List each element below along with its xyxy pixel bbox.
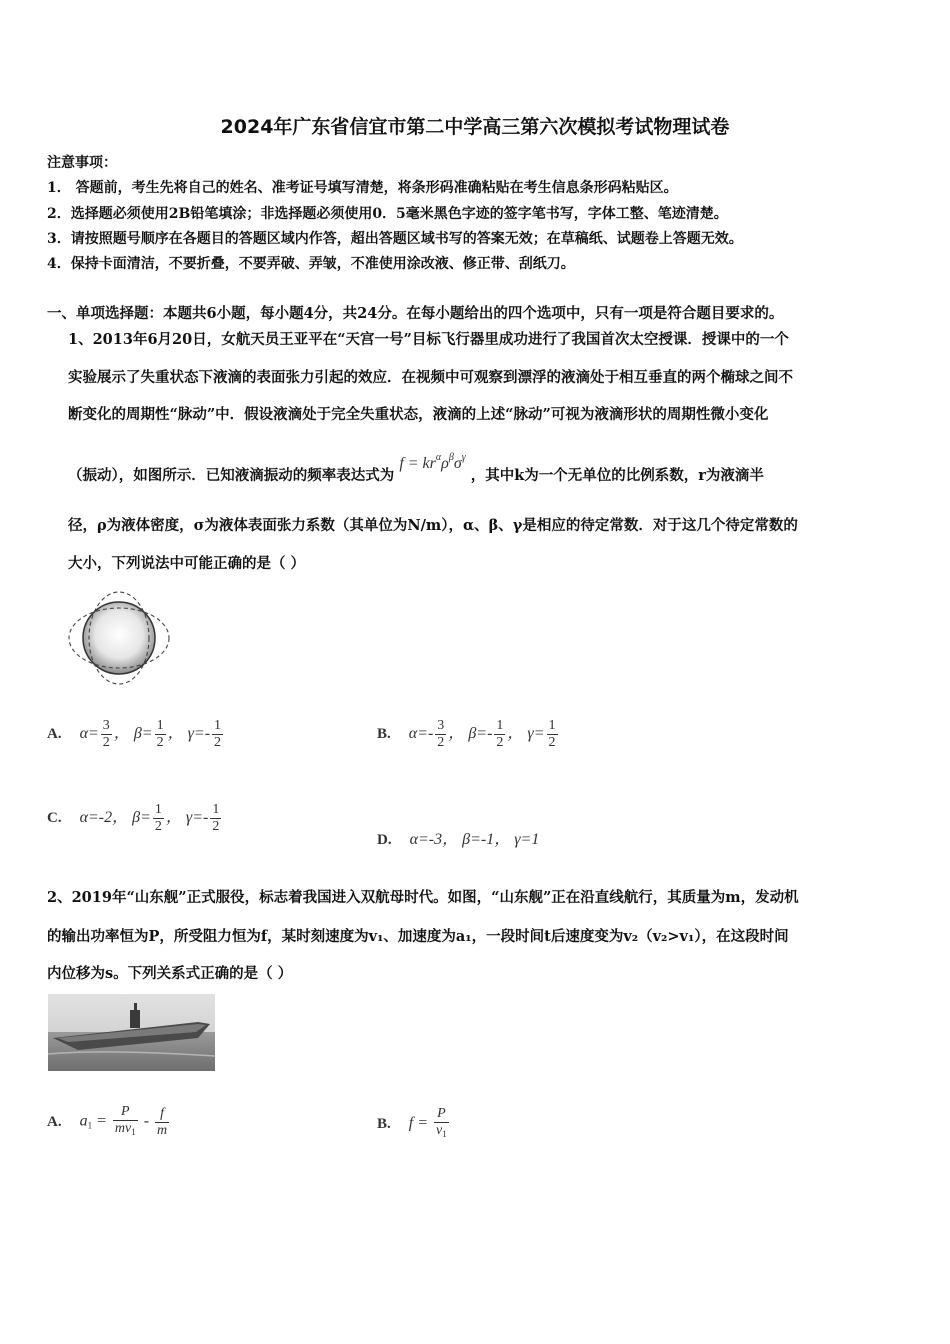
beta-expr: β=-1 xyxy=(462,831,495,848)
denominator: 2 xyxy=(548,735,556,750)
beta-expr: β=- xyxy=(468,725,493,743)
q1-line-4a: （振动），如图所示．已知液滴振动的频率表达式为 xyxy=(68,467,395,484)
q1-line-1: 1、2013年6月20日，女航天员王亚平在“天宫一号”目标飞行器里成功进行了我国首次太空授课．授课中的一个 xyxy=(68,331,789,348)
denominator: 2 xyxy=(154,819,162,834)
notice-item-4: 4．保持卡面清洁，不要折叠，不要弄破、弄皱，不准使用涂改液、修正带、刮纸刀。 xyxy=(47,256,575,272)
lhs-symbol: f xyxy=(408,1114,414,1132)
lhs-subscript: 1 xyxy=(87,1120,93,1131)
denominator: m xyxy=(157,1122,168,1138)
q1-option-d[interactable]: D. α=-3， β=-1， γ=1 xyxy=(377,831,540,848)
frequency-formula: $f = kr^\alpha\rho^\beta\sigma^\gamma$ xyxy=(399,452,466,472)
numerator: 1 xyxy=(154,802,162,817)
q1-line-3: 断变化的周期性“脉动”中．假设液滴处于完全失重状态，液滴的上述“脉动”可视为液滴形状的周期性微小变化 xyxy=(68,406,769,423)
notice-heading: 注意事项： xyxy=(47,155,117,171)
q2-line-1: 2、2019年“山东舰”正式服役，标志着我国进入双航母时代。如图，“山东舰”正在沿直线航行，其质量为m，发动机 xyxy=(47,889,799,906)
gamma-expr: γ=1 xyxy=(514,831,540,848)
option-label: A. xyxy=(47,1113,62,1130)
minus-sign: - xyxy=(143,1112,150,1130)
denominator: 2 xyxy=(212,819,220,834)
denominator: mv xyxy=(114,1121,132,1136)
denominator: 2 xyxy=(214,735,222,750)
q2-option-a[interactable] xyxy=(47,1104,171,1140)
gamma-expr: γ=- xyxy=(187,725,211,743)
alpha-expr: α=-2 xyxy=(79,809,113,827)
denominator: 2 xyxy=(156,735,164,750)
option-label: B. xyxy=(377,726,391,743)
numerator: 1 xyxy=(496,718,504,733)
q1-line-4b: ，其中k为一个无单位的比例系数，r为液滴半 xyxy=(470,467,764,484)
option-label: B. xyxy=(377,1115,391,1132)
denominator: 2 xyxy=(437,735,445,750)
q2-line-3: 内位移为s。下列关系式正确的是（ ） xyxy=(47,965,293,982)
numerator: P xyxy=(434,1106,449,1123)
q2-line-2: 的输出功率恒为P，所受阻力恒为f，某时刻速度为v₁、加速度为a₁，一段时间t后速度变为v₂（v₂>v₁），在这段时间 xyxy=(47,928,789,945)
q1-option-c[interactable]: C. α=-2， β= $\frac{1}{2}$ ， γ=- $\frac{1}{2}$ xyxy=(47,802,220,834)
q1-option-a[interactable]: A. α= $\frac{3}{2}$ ， β= $\frac{1}{2}$ ， γ=- $\frac{1}{2}$ xyxy=(47,718,222,750)
notice-item-1: 1． 答题前，考生先将自己的姓名、准考证号填写清楚，将条形码准确粘贴在考生信息条形码粘贴区。 xyxy=(47,180,678,196)
numerator: f xyxy=(155,1106,169,1123)
q1-option-b[interactable]: B. α=- $\frac{3}{2}$ ， β=- $\frac{1}{2}$ ， γ= $\frac{1}{2}$ xyxy=(377,718,556,750)
q1-line-5: 径，ρ为液体密度，σ为液体表面张力系数（其单位为N/m），α、β、γ是相应的待定常数．对于这几个待定常数的 xyxy=(68,517,798,534)
q1-line-6: 大小，下列说法中可能正确的是（ ） xyxy=(68,555,306,572)
option-label: A. xyxy=(47,726,62,743)
numerator: 3 xyxy=(437,718,445,733)
option-label: C. xyxy=(47,810,62,827)
equals-sign: = xyxy=(96,1112,107,1130)
alpha-expr: α=-3 xyxy=(409,831,443,848)
alpha-expr: α= xyxy=(79,725,99,743)
numerator: 1 xyxy=(156,718,164,733)
numerator: 1 xyxy=(212,802,220,817)
page-title: 2024年广东省信宜市第二中学高三第六次模拟考试物理试卷 xyxy=(220,116,730,138)
gamma-expr: γ=- xyxy=(185,809,209,827)
lhs-symbol: a xyxy=(79,1112,88,1130)
carrier-island xyxy=(130,1010,140,1028)
beta-expr: β= xyxy=(132,809,151,827)
formula-text: f = kr xyxy=(399,455,436,472)
q2-option-b[interactable] xyxy=(377,1106,451,1142)
denominator: 2 xyxy=(496,735,504,750)
denominator-subscript: 1 xyxy=(131,1127,136,1137)
numerator: P xyxy=(113,1104,138,1121)
equals-sign: = xyxy=(417,1114,429,1132)
denominator-subscript: 1 xyxy=(442,1129,447,1139)
carrier-mast xyxy=(134,1003,137,1012)
numerator: 3 xyxy=(102,718,110,733)
denominator: 2 xyxy=(102,735,110,750)
gamma-expr: γ= xyxy=(527,725,545,743)
aircraft-carrier-photo xyxy=(48,994,215,1071)
notice-item-2: 2．选择题必须使用2B铅笔填涂；非选择题必须使用0．5毫米黑色字迹的签字笔书写，字体工整、笔迹清楚。 xyxy=(47,206,728,222)
section-heading: 一、单项选择题：本题共6小题，每小题4分，共24分。在每小题给出的四个选项中，只有一项是符合题目要求的。 xyxy=(47,305,784,322)
beta-expr: β= xyxy=(133,725,153,743)
alpha-expr: α=- xyxy=(408,725,434,743)
notice-item-3: 3．请按照题号顺序在各题目的答题区域内作答，超出答题区域书写的答案无效；在草稿纸、试题卷上答题无效。 xyxy=(47,231,743,247)
droplet-diagram xyxy=(65,590,177,690)
q1-line-2: 实验展示了失重状态下液滴的表面张力引起的效应．在视频中可观察到漂浮的液滴处于相互垂直的两个椭球之间不 xyxy=(68,369,793,386)
option-label: D. xyxy=(377,832,392,848)
numerator: 1 xyxy=(548,718,556,733)
denominator: v xyxy=(436,1123,443,1138)
q1-line-4 xyxy=(68,452,764,485)
numerator: 1 xyxy=(214,718,222,733)
